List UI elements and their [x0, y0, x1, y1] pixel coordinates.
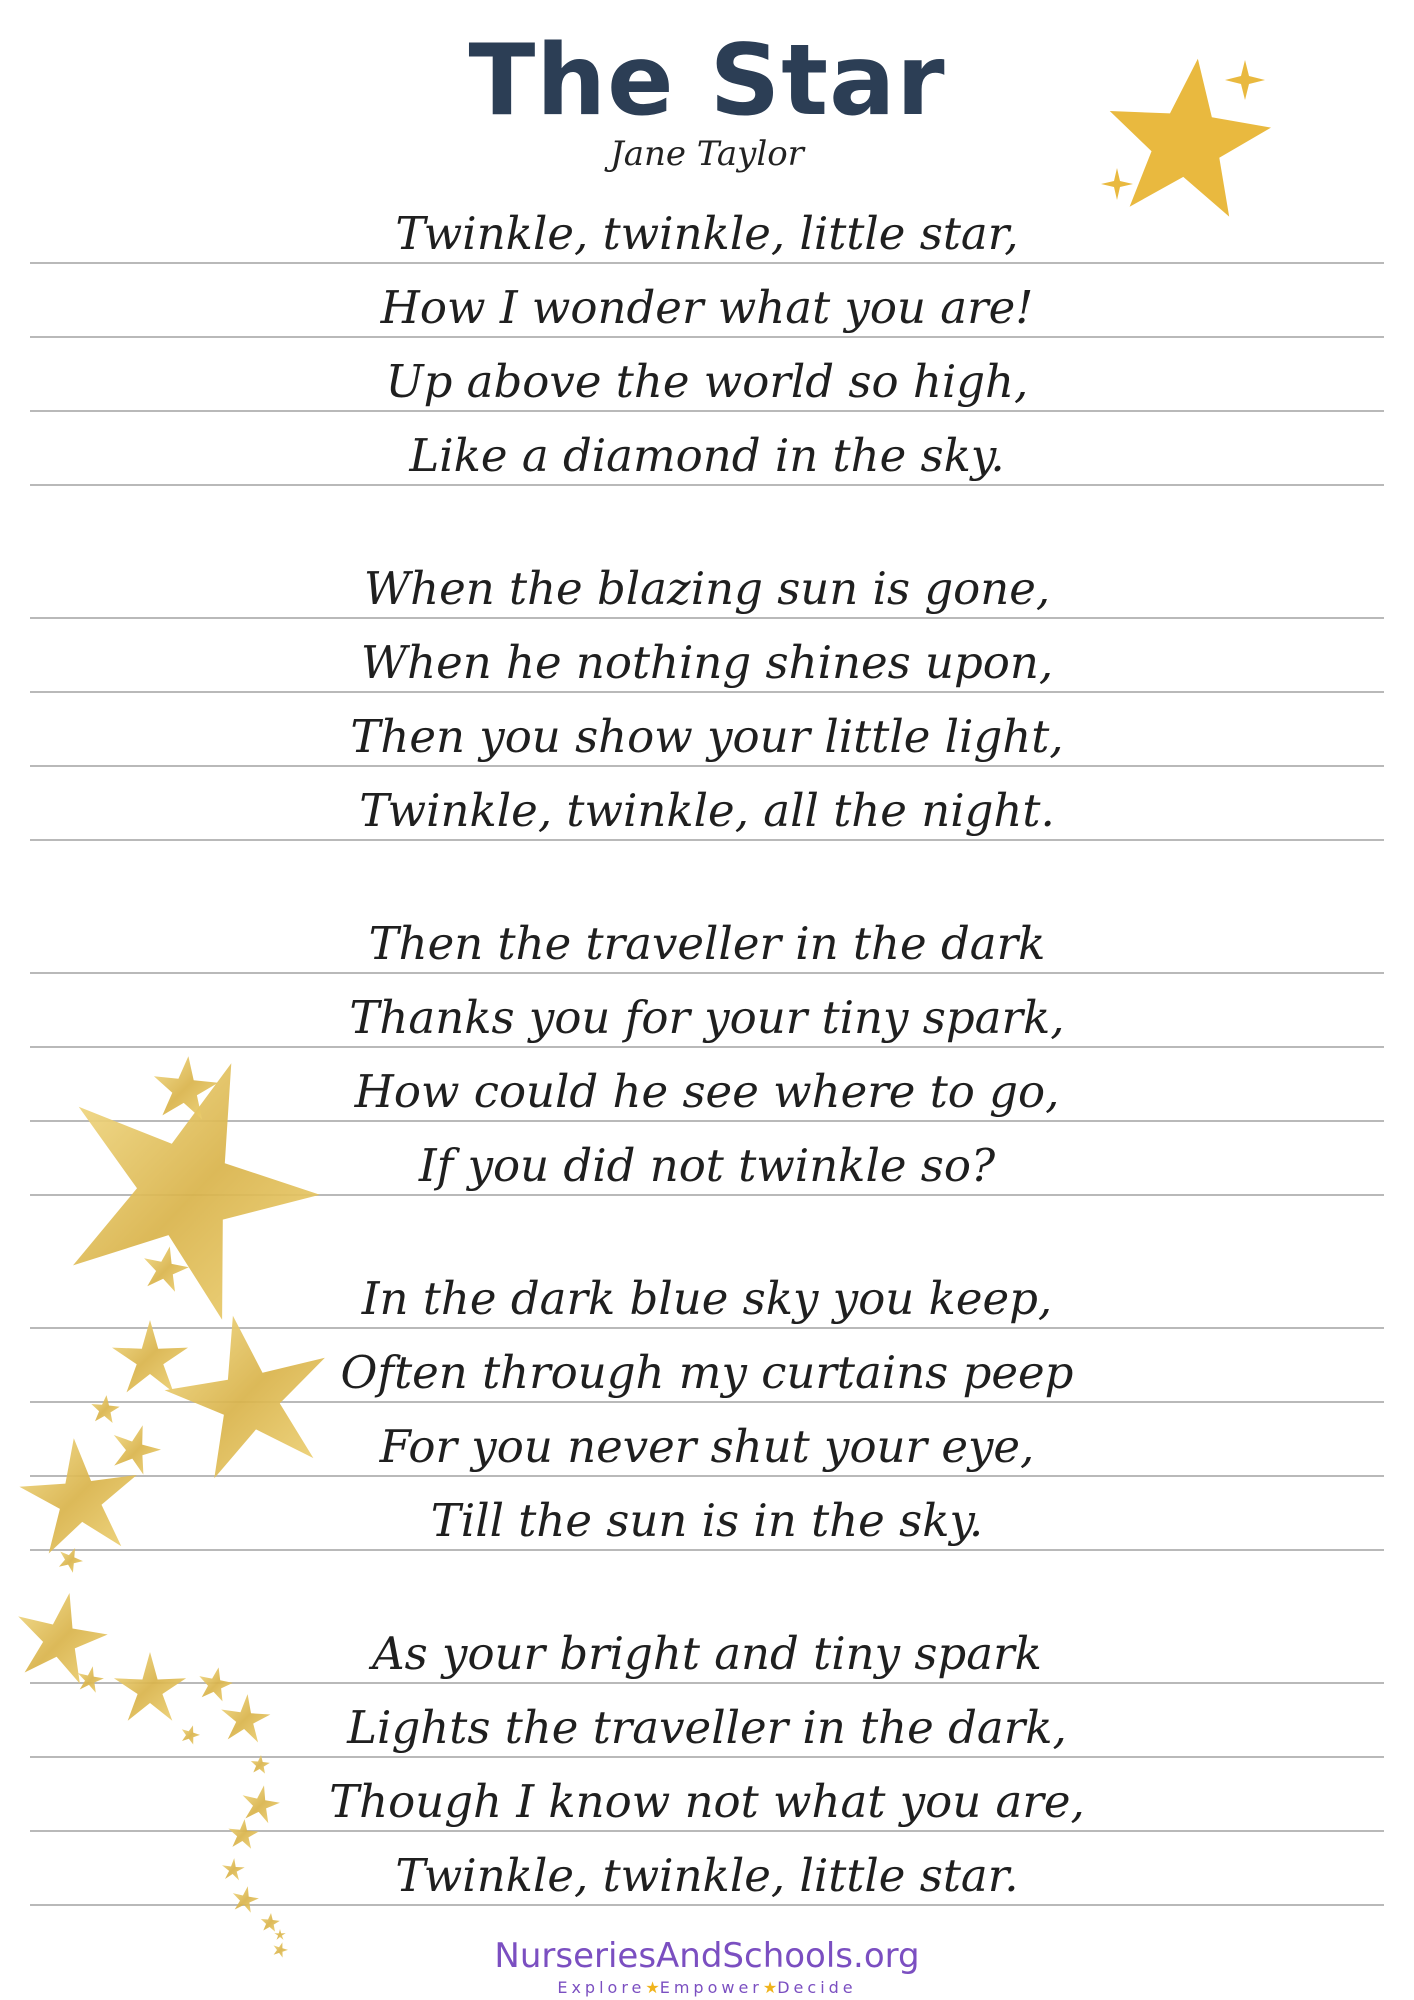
tagline-word: Empower	[659, 1978, 763, 1997]
poem-line: Then the traveller in the dark	[368, 917, 1046, 970]
brand-logo[interactable]: NurseriesAndSchools.org	[494, 1936, 920, 1976]
gold-star-icon	[243, 1785, 280, 1823]
gold-stars-decoration	[0, 1030, 400, 1970]
poem-line: Twinkle, twinkle, all the night.	[359, 784, 1055, 837]
poem-author: Jane Taylor	[610, 134, 804, 174]
poem-line: Then you show your little light,	[350, 710, 1064, 763]
gold-star-icon	[233, 1886, 259, 1912]
tagline-word: Decide	[777, 1978, 857, 1997]
gold-star-icon	[182, 1725, 200, 1744]
gold-star-icon	[261, 1913, 280, 1932]
poem-line: Up above the world so high,	[385, 355, 1029, 408]
poem-line: Twinkle, twinkle, little star,	[395, 207, 1019, 260]
poem-line: If you did not twinkle so?	[418, 1139, 996, 1192]
footer	[0, 1936, 1414, 1997]
gold-star-icon	[221, 1694, 270, 1742]
brand-tagline	[0, 1978, 1414, 1997]
gold-star-icon	[59, 1548, 83, 1573]
poem-line: When the blazing sun is gone,	[363, 562, 1051, 615]
poem-line: Like a diamond in the sky.	[409, 429, 1005, 482]
sparkle-icon	[1101, 168, 1133, 200]
poem-line: Till the sun is in the sky.	[430, 1494, 984, 1547]
gold-star-icon	[114, 1425, 161, 1474]
sparkle-icon	[1225, 60, 1265, 100]
poem-line: As your bright and tiny spark	[372, 1627, 1042, 1680]
poem-line: When he nothing shines upon,	[360, 636, 1054, 689]
poem-line: For you never shut your eye,	[379, 1420, 1035, 1473]
poem-line: Often through my curtains peep	[340, 1346, 1074, 1399]
poem-line: How I wonder what you are!	[380, 281, 1034, 334]
gold-star-icon	[19, 1438, 136, 1553]
gold-star-icon	[112, 1320, 188, 1392]
gold-star-icon	[222, 1858, 245, 1880]
gold-star-icon	[91, 1395, 119, 1423]
gold-star-icon	[228, 1819, 258, 1849]
poem-line: How could he see where to go,	[354, 1065, 1060, 1118]
poem-line: Though I know not what you are,	[329, 1775, 1085, 1828]
gold-star-icon	[114, 1652, 186, 1721]
poem-line: Thanks you for your tiny spark,	[349, 991, 1065, 1044]
poem-line: Lights the traveller in the dark,	[347, 1701, 1067, 1754]
star-dot-icon: ★	[645, 1978, 660, 1997]
star-dot-icon: ★	[762, 1978, 778, 1997]
gold-star-icon	[251, 1755, 270, 1774]
gold-star-icon	[165, 1316, 325, 1479]
poem-line: In the dark blue sky you keep,	[361, 1272, 1053, 1325]
gold-star-icon	[18, 1593, 108, 1684]
poem-line: Twinkle, twinkle, little star.	[395, 1849, 1019, 1902]
poem-title: The Star	[468, 24, 946, 138]
gold-star-icon	[78, 1666, 104, 1692]
gold-star-icon	[199, 1667, 233, 1701]
tagline-word: Explore	[557, 1978, 646, 1997]
